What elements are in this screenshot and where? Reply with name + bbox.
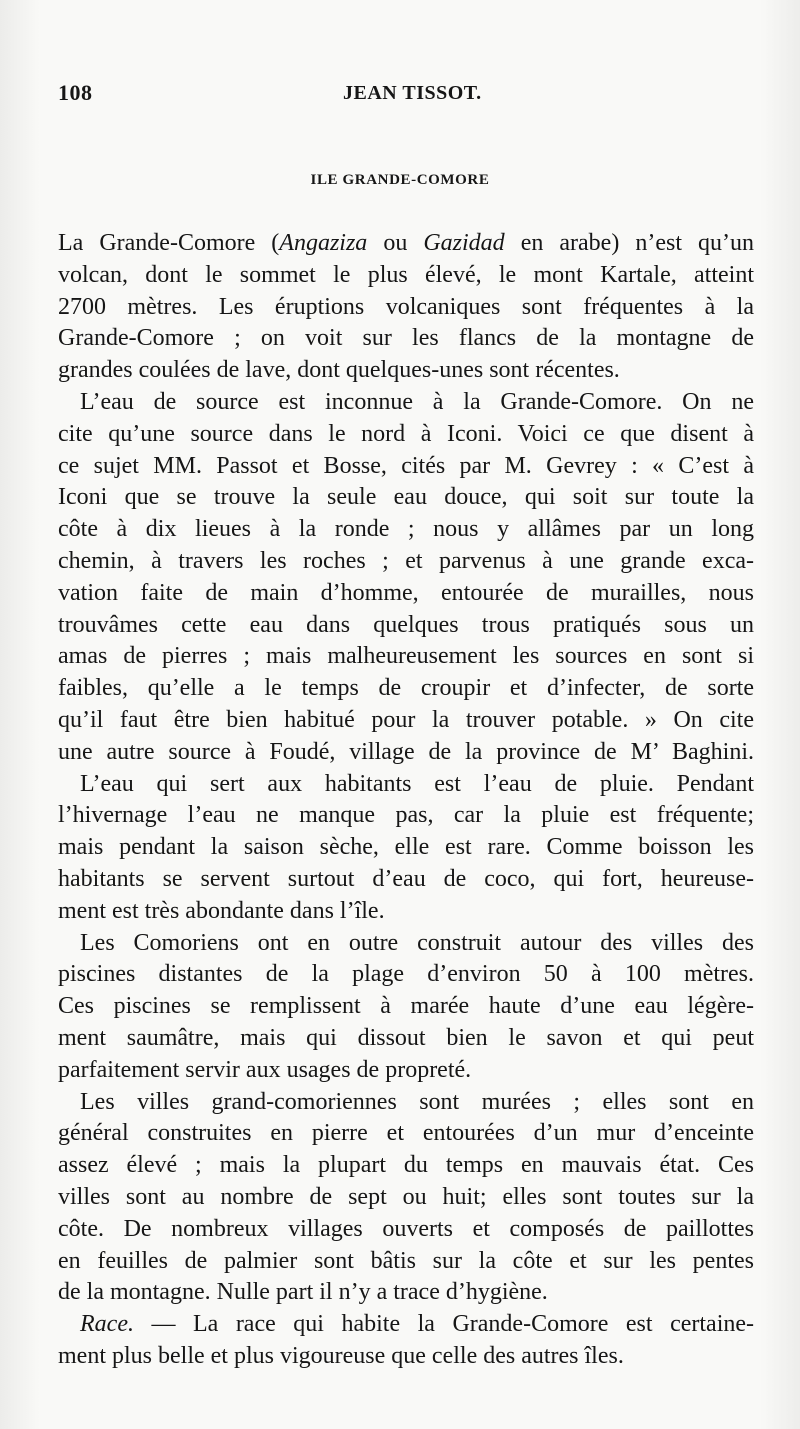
italic-term: Angaziza xyxy=(279,230,368,256)
text-line: chemin, à travers les roches ; et parvenus à une grande exca- xyxy=(58,547,754,574)
body-text xyxy=(58,228,754,1373)
text-line: en feuilles de palmier sont bâtis sur la côte et sur les pentes xyxy=(58,1247,754,1274)
text-line: L’eau qui sert aux habitants est l’eau de pluie. Pendant xyxy=(80,770,754,797)
text-line: Race. — La race qui habite la Grande-Comore est certaine- xyxy=(80,1311,754,1338)
text-line: amas de pierres ; mais malheureusement les sources en sont si xyxy=(58,643,754,670)
paragraph xyxy=(58,1087,754,1310)
running-head xyxy=(58,80,748,106)
paragraph xyxy=(58,387,754,769)
paragraph xyxy=(58,928,754,1087)
text-line: villes sont au nombre de sept ou huit; elles sont toutes sur la xyxy=(58,1183,754,1210)
paragraph xyxy=(58,769,754,928)
text-line: ment est très abondante dans l’île. xyxy=(58,897,385,924)
paragraph xyxy=(58,1309,754,1373)
text-line: vation faite de main d’homme, entourée de murailles, nous xyxy=(58,579,754,606)
text-line: La Grande-Comore (Angaziza ou Gazidad en arabe) n’est qu’un xyxy=(58,230,754,256)
text-line: ce sujet MM. Passot et Bosse, cités par M. Gevrey : « C’est à xyxy=(58,452,754,479)
text-line: faibles, qu’elle a le temps de croupir et d’infecter, de sorte xyxy=(58,675,754,702)
text-line: côte. De nombreux villages ouverts et composés de paillottes xyxy=(58,1215,754,1242)
running-title: JEAN TISSOT. xyxy=(343,82,482,104)
text-line: Iconi que se trouve la seule eau douce, qui soit sur toute la xyxy=(58,484,754,511)
text-line: côte à dix lieues à la ronde ; nous y allâmes par un long xyxy=(58,516,754,543)
text-line: une autre source à Foudé, village de la province de M’ Baghini. xyxy=(58,738,754,765)
text-line: assez élevé ; mais la plupart du temps en mauvais état. Ces xyxy=(58,1152,754,1179)
text-line: ment plus belle et plus vigoureuse que celle des autres îles. xyxy=(58,1342,624,1369)
text-line: Grande-Comore ; on voit sur les flancs de la montagne de xyxy=(58,325,754,352)
text-line: grandes coulées de lave, dont quelques-unes sont récentes. xyxy=(58,357,620,384)
italic-term: Race. xyxy=(80,1311,134,1338)
paragraph xyxy=(58,228,754,387)
page-number: 108 xyxy=(58,80,93,105)
text-line: Les villes grand-comoriennes sont murées ; elles sont en xyxy=(80,1088,754,1115)
text-line: l’hivernage l’eau ne manque pas, car la pluie est fréquente; xyxy=(58,802,754,829)
text-line: Les Comoriens ont en outre construit autour des villes des xyxy=(80,929,754,956)
text-line: volcan, dont le sommet le plus élevé, le mont Kartale, atteint xyxy=(58,261,754,288)
text-line: de la montagne. Nulle part il n’y a trace d’hygiène. xyxy=(58,1279,548,1306)
text-line: L’eau de source est inconnue à la Grande-Comore. On ne xyxy=(80,388,754,415)
text-line: mais pendant la saison sèche, elle est rare. Comme boisson les xyxy=(58,834,754,861)
text-line: trouvâmes cette eau dans quelques trous pratiqués sous un xyxy=(58,611,754,638)
italic-term: Gazidad xyxy=(423,230,505,256)
text-line: piscines distantes de la plage d’environ 50 à 100 mètres. xyxy=(58,961,754,988)
text-line: Ces piscines se remplissent à marée haute d’une eau légère- xyxy=(58,993,754,1020)
text-line: ment saumâtre, mais qui dissout bien le savon et qui peut xyxy=(58,1024,754,1051)
text-line: parfaitement servir aux usages de propreté. xyxy=(58,1056,472,1083)
section-title: ILE GRANDE-COMORE xyxy=(310,172,490,188)
text-line: général construites en pierre et entourées d’un mur d’enceinte xyxy=(58,1120,754,1147)
text-line: qu’il faut être bien habitué pour la trouver potable. » On cite xyxy=(58,706,754,733)
text-line: habitants se servent surtout d’eau de coco, qui fort, heureuse- xyxy=(58,865,754,892)
text-line: cite qu’une source dans le nord à Iconi. Voici ce que disent à xyxy=(58,420,754,447)
text-line: 2700 mètres. Les éruptions volcaniques sont fréquentes à la xyxy=(58,293,754,320)
